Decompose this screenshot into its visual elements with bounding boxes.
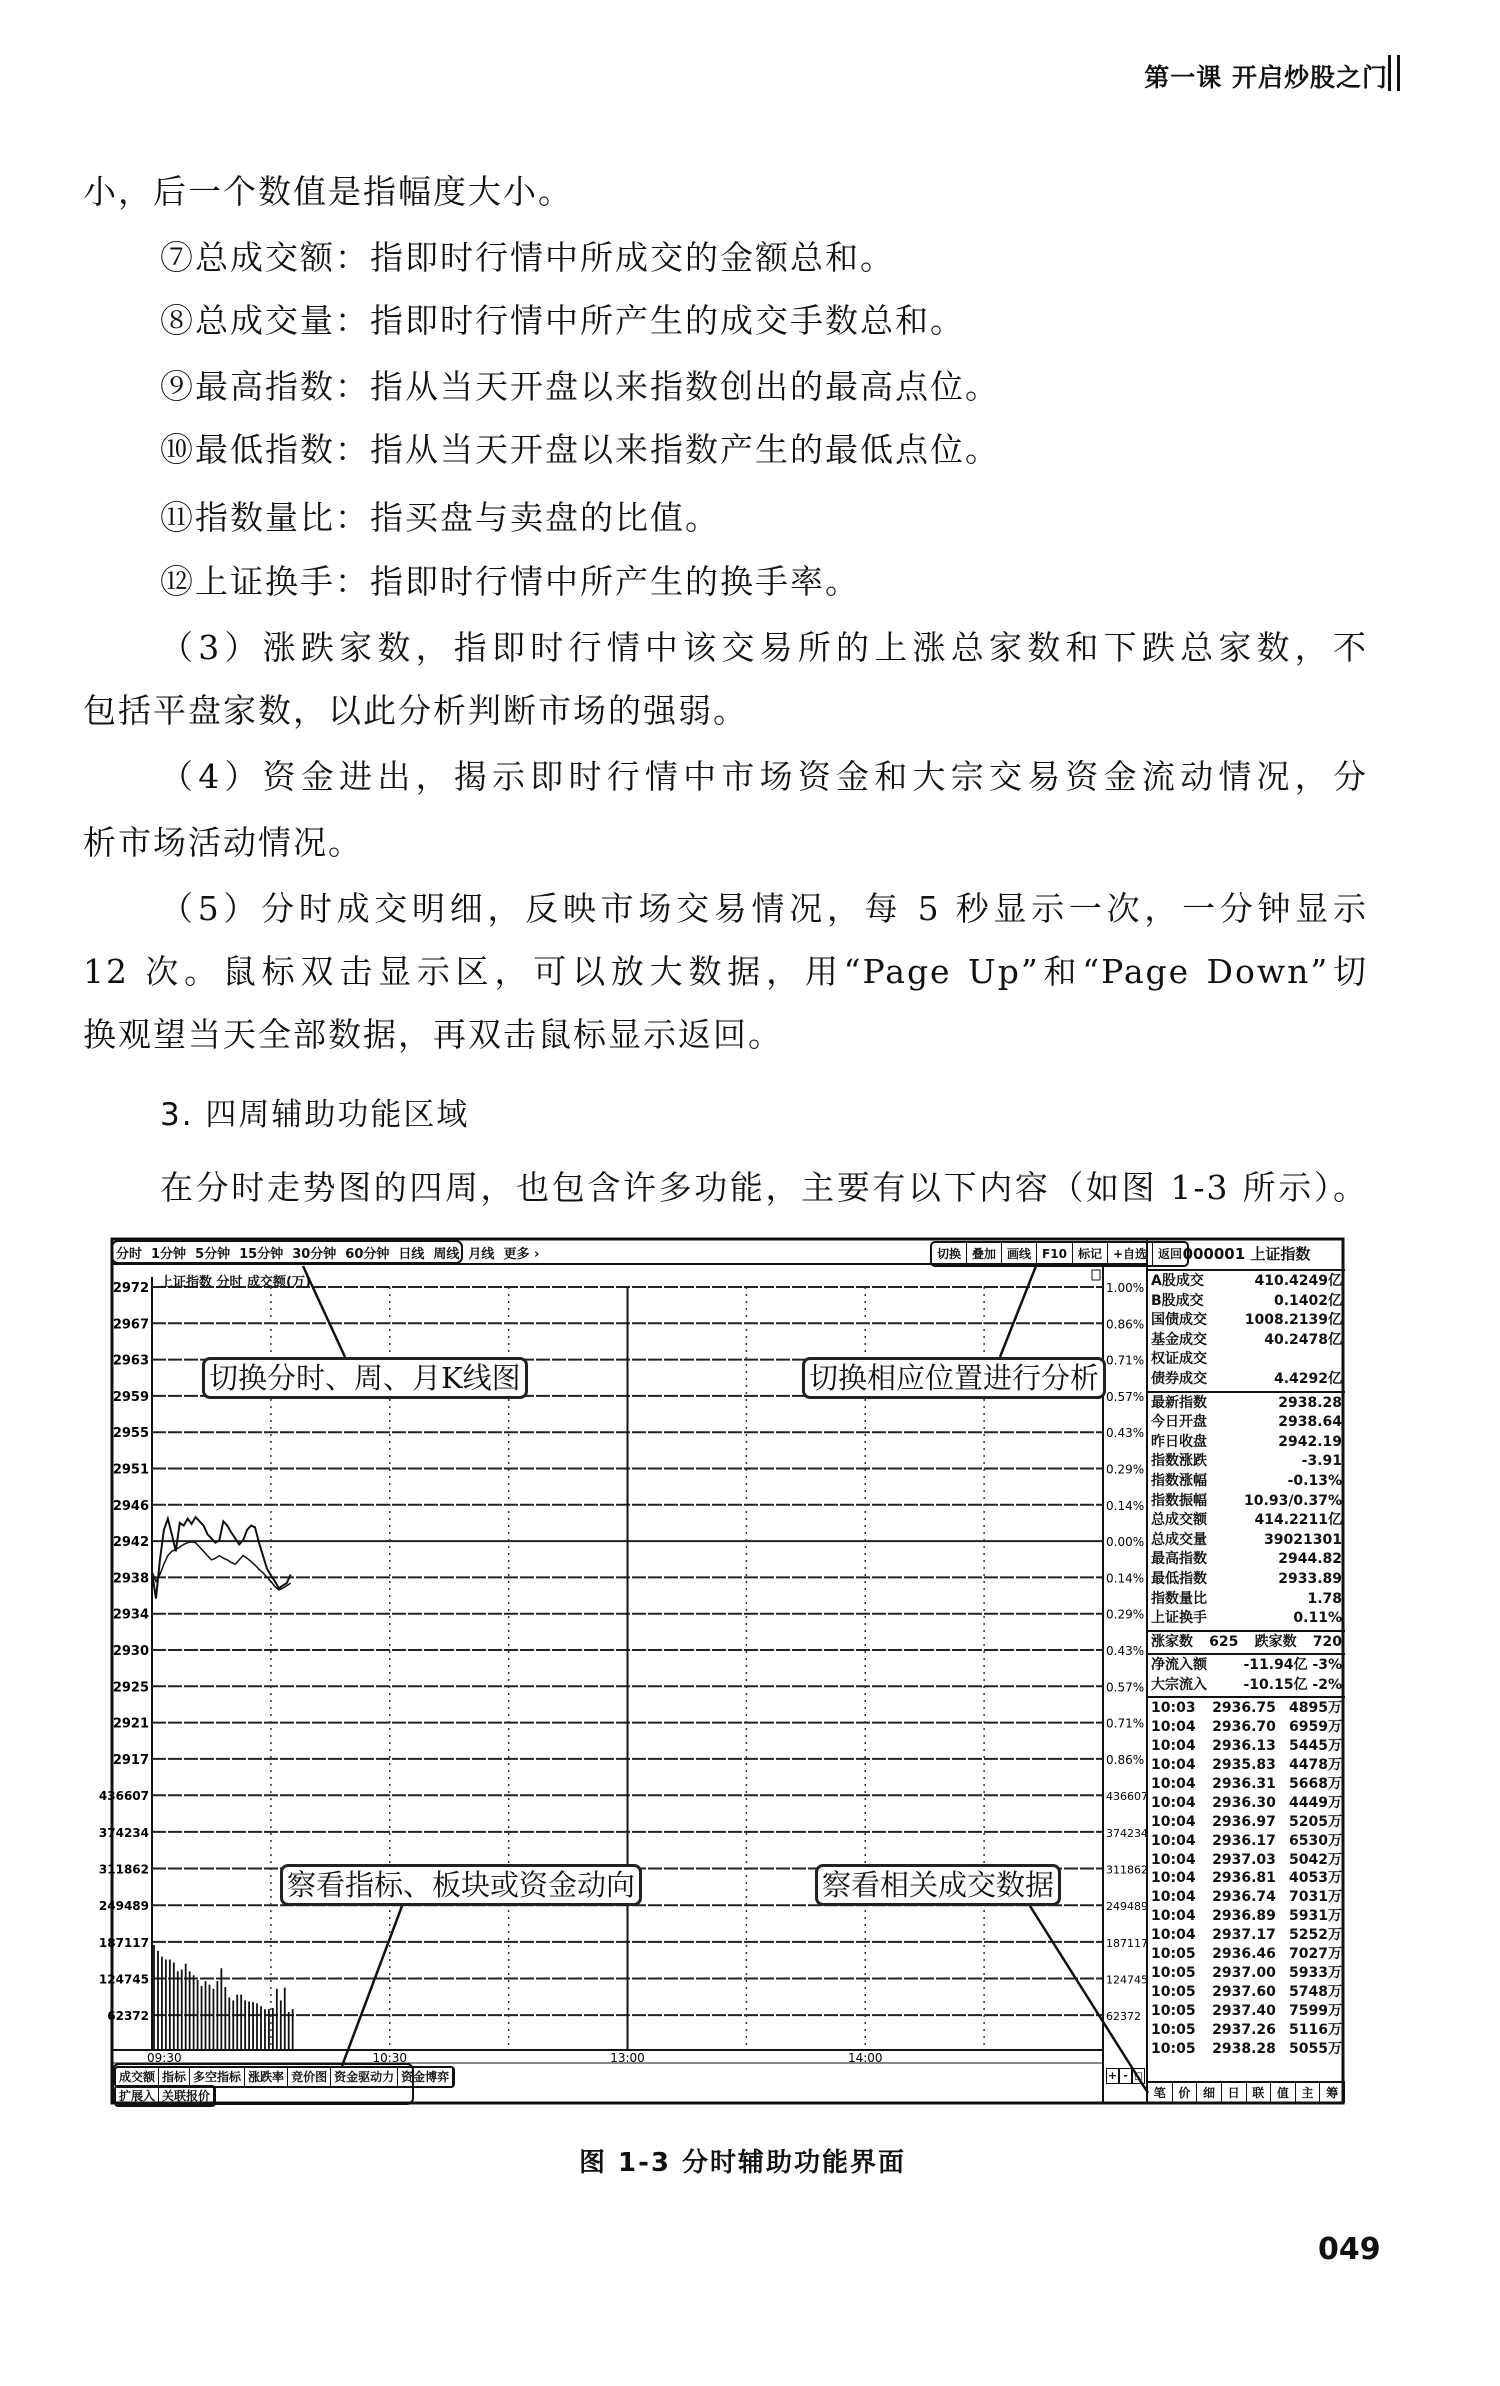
indicator-tab[interactable]: 资金驱动力 (331, 2068, 398, 2086)
tick-time: 10:04 (1151, 1870, 1196, 1887)
body-line: ⑨最高指数：指从当天开盘以来指数创出的最高点位。 (160, 367, 1000, 406)
figure-caption: 图 1-3 分时辅助功能界面 (578, 2148, 907, 2178)
tick-price: 2936.75 (1212, 1700, 1276, 1717)
turnover-row-value: 40.2478亿 (1264, 1331, 1342, 1348)
tick-row (1151, 2021, 1342, 2040)
indicator-tab[interactable]: 成交额 (116, 2068, 159, 2086)
turnover-row (1151, 1292, 1342, 1312)
panel-tab[interactable]: 日 (1222, 2083, 1247, 2103)
panel-tab[interactable]: 细 (1197, 2083, 1222, 2103)
body-line: 在分时走势图的四周，也包含许多功能，主要有以下内容（如图 1-3 所示）。 (160, 1168, 1368, 1207)
tick-row (1151, 2040, 1342, 2059)
index-row-value: 1.78 (1307, 1590, 1342, 1607)
price-tick-label: 2930 (112, 1644, 149, 1659)
index-row-value: 414.2211亿 (1254, 1512, 1342, 1529)
flow-row-value: -10.15亿 -2% (1243, 1676, 1342, 1693)
tick-row (1151, 1964, 1342, 1983)
tick-amount: 5445万 (1289, 1738, 1342, 1755)
panel-tab[interactable]: 联 (1247, 2083, 1272, 2103)
turnover-section (1148, 1271, 1345, 1393)
index-row-label: 最低指数 (1151, 1570, 1207, 1587)
tick-row (1151, 1794, 1342, 1813)
up-count: 625 (1209, 1633, 1239, 1650)
price-tick-label: 2946 (112, 1498, 149, 1514)
tick-time: 10:04 (1151, 1908, 1196, 1925)
tick-price: 2937.03 (1212, 1851, 1276, 1868)
indicator-tab[interactable]: 资金博弈 (398, 2068, 453, 2086)
tick-time: 10:05 (1151, 1964, 1196, 1981)
indicator-tabs-row2 (114, 2085, 216, 2107)
index-row-label: 最高指数 (1151, 1551, 1207, 1568)
panel-tab[interactable]: 值 (1271, 2083, 1296, 2103)
tick-time: 10:04 (1151, 1738, 1196, 1755)
tick-row (1151, 1907, 1342, 1926)
turnover-row (1151, 1311, 1342, 1331)
pct-tick-label: 0.43% (1106, 1426, 1145, 1441)
tick-price: 2936.89 (1212, 1908, 1276, 1925)
price-tick-label: 2972 (112, 1281, 149, 1296)
period-tab[interactable]: 60分钟 (345, 1247, 390, 1262)
tick-price: 2937.17 (1212, 1927, 1276, 1944)
volume-tick-label: 374234 (98, 1825, 149, 1840)
volume-tick-label: 62372 (107, 2009, 149, 2024)
time-label: 13:00 (610, 2051, 645, 2065)
index-row (1151, 1472, 1342, 1492)
tick-price: 2936.97 (1212, 1813, 1276, 1830)
tick-price: 2936.17 (1212, 1832, 1276, 1849)
index-row (1151, 1433, 1342, 1453)
pct-tick-label: 0.57% (1106, 1680, 1145, 1695)
callout-leader (1030, 1906, 1148, 2093)
price-tick-label: 2934 (112, 1607, 149, 1623)
index-row (1151, 1492, 1342, 1512)
tick-amount: 4895万 (1289, 1700, 1342, 1717)
index-row-label: 指数涨幅 (1151, 1472, 1207, 1489)
body-line: （4）资金进出，揭示即时行情中市场资金和大宗交易资金流动情况，分 (160, 757, 1368, 796)
flows-section (1148, 1655, 1345, 1698)
tick-row (1151, 1699, 1342, 1718)
panel-tabs (1148, 2081, 1345, 2103)
period-tab[interactable]: 更多 › (503, 1247, 540, 1262)
turnover-row (1151, 1370, 1342, 1390)
flow-row (1151, 1656, 1342, 1676)
tick-price: 2938.28 (1212, 2040, 1276, 2057)
callout-indicators: 察看指标、板块或资金动向 (280, 1864, 642, 1906)
pct-tick-label: 0.43% (1106, 1644, 1145, 1658)
toolbar-button[interactable]: 标记 (1073, 1243, 1108, 1265)
index-row-value: 39021301 (1264, 1531, 1342, 1548)
index-row-label: 总成交量 (1151, 1531, 1207, 1548)
tick-row (1151, 1888, 1342, 1907)
tick-time: 10:04 (1151, 1794, 1196, 1811)
index-row-value: 2938.28 (1278, 1394, 1342, 1411)
turnover-row-label: 基金成交 (1151, 1331, 1207, 1348)
tick-price: 2936.31 (1212, 1776, 1276, 1793)
toolbar-button[interactable]: 返回 (1158, 1247, 1183, 1261)
period-tab[interactable]: 日线 (398, 1247, 425, 1262)
tick-time: 10:04 (1151, 1719, 1196, 1736)
body-line: 12 次。鼠标双击显示区，可以放大数据，用“Page Up”和“Page Down”切 (83, 952, 1368, 991)
body-line: 析市场活动情况。 (83, 823, 363, 862)
index-row-value: 2944.82 (1278, 1551, 1342, 1568)
tick-list[interactable] (1148, 1698, 1345, 2059)
price-tick-label: 2955 (112, 1426, 149, 1442)
zoom-button[interactable]: + (1107, 2069, 1118, 2082)
index-row-value: -0.13% (1287, 1472, 1342, 1489)
panel-tab[interactable]: 笔 (1148, 2083, 1173, 2103)
tick-row (1151, 1983, 1342, 2002)
body-line: 换观望当天全部数据，再双击鼠标显示返回。 (83, 1015, 783, 1054)
volume-tick-label: 436607 (98, 1789, 149, 1804)
pct-tick-label: 1.00% (1106, 1281, 1145, 1295)
down-count-label: 跌家数 (1254, 1633, 1297, 1650)
tick-row (1151, 1945, 1342, 1964)
period-toolbar (116, 1243, 539, 1262)
index-row-label: 昨日收盘 (1151, 1433, 1207, 1450)
tick-time: 10:05 (1151, 2040, 1196, 2057)
body-line: （3）涨跌家数，指即时行情中该交易所的上涨总家数和下跌总家数，不 (160, 628, 1368, 667)
pct-tick-label: 0.71% (1106, 1353, 1145, 1368)
average-line (152, 1542, 291, 1590)
tick-row (1151, 2002, 1342, 2021)
volume-tick-label: 249489 (98, 1899, 149, 1914)
body-line: ⑧总成交量：指即时行情中所产生的成交手数总和。 (160, 301, 965, 340)
tick-time: 10:05 (1151, 2021, 1196, 2038)
body-line: ⑦总成交额：指即时行情中所成交的金额总和。 (160, 238, 895, 277)
volume-tick-label: 311862 (98, 1862, 149, 1877)
tick-amount: 5116万 (1289, 2021, 1342, 2038)
tick-amount: 7599万 (1289, 2002, 1342, 2019)
index-row-value: 2938.64 (1278, 1414, 1342, 1431)
body-line: ⑩最低指数：指从当天开盘以来指数产生的最低点位。 (160, 430, 1000, 469)
price-tick-label: 2917 (112, 1752, 149, 1768)
index-row (1151, 1413, 1342, 1433)
tick-price: 2936.13 (1212, 1738, 1276, 1755)
index-section (1148, 1393, 1345, 1632)
tick-row (1151, 1737, 1342, 1756)
period-tab[interactable]: 15分钟 (239, 1247, 284, 1262)
index-row-value: -3.91 (1301, 1453, 1342, 1470)
index-row-label: 总成交额 (1151, 1512, 1207, 1529)
turnover-row-label: 国债成交 (1151, 1312, 1207, 1329)
tick-price: 2936.74 (1212, 1889, 1276, 1906)
running-header: 第一课 开启炒股之门 (1144, 63, 1388, 92)
tick-amount: 4449万 (1289, 1794, 1342, 1811)
callout-leader (1000, 1266, 1036, 1357)
tick-amount: 5748万 (1289, 1983, 1342, 2000)
index-row-value: 0.11% (1293, 1610, 1342, 1627)
index-row-label: 指数涨跌 (1151, 1453, 1207, 1470)
tick-price: 2936.46 (1212, 1946, 1276, 1963)
pct-tick-label: 0.86% (1106, 1317, 1145, 1332)
tick-amount: 5205万 (1289, 1813, 1342, 1830)
tick-amount: 4478万 (1289, 1757, 1342, 1774)
tick-amount: 5931万 (1289, 1908, 1342, 1925)
period-tab[interactable]: 5分钟 (195, 1247, 231, 1262)
period-tab[interactable]: 月线 (468, 1247, 495, 1262)
indicator-tab[interactable]: 关联报价 (159, 2087, 214, 2105)
turnover-row (1151, 1331, 1342, 1351)
volume-right-label: 374234 (1106, 1826, 1148, 1840)
pct-tick-label: 0.14% (1106, 1498, 1145, 1513)
body-line: ⑫上证换手：指即时行情中所产生的换手率。 (160, 562, 860, 601)
tick-amount: 7031万 (1289, 1889, 1342, 1906)
tick-time: 10:04 (1151, 1832, 1196, 1849)
callout-periods: 切换分时、周、月K线图 (202, 1357, 528, 1399)
tick-amount: 4053万 (1289, 1870, 1342, 1887)
index-row-label: 上证换手 (1151, 1610, 1207, 1627)
pct-tick-label: 0.00% (1106, 1535, 1145, 1550)
body-line: （5）分时成交明细，反映市场交易情况，每 5 秒显示一次，一分钟显示 (160, 889, 1368, 928)
index-row-value: 2933.89 (1278, 1570, 1342, 1587)
tick-time: 10:04 (1151, 1851, 1196, 1868)
tick-row (1151, 1832, 1342, 1851)
panel-tab[interactable]: 价 (1173, 2083, 1198, 2103)
period-tab[interactable]: 周线 (433, 1247, 460, 1262)
volume-tick-label: 124745 (98, 1972, 149, 1987)
price-tick-label: 2942 (112, 1535, 149, 1551)
turnover-row-label: A股成交 (1151, 1273, 1204, 1289)
body-line: ⑪指数量比：指买盘与卖盘的比值。 (160, 498, 720, 537)
index-row (1151, 1511, 1342, 1531)
turnover-row (1151, 1350, 1342, 1370)
price-tick-label: 2963 (112, 1353, 149, 1369)
toolbar-button[interactable]: +自选 (1108, 1243, 1153, 1265)
turnover-row-value: 4.4292亿 (1273, 1370, 1342, 1387)
window-toggle-icon (1092, 1270, 1100, 1280)
flow-row-value: -11.94亿 -3% (1243, 1657, 1342, 1674)
body-line: 包括平盘家数，以此分析判断市场的强弱。 (83, 691, 748, 730)
turnover-row-value: 410.4249亿 (1254, 1273, 1342, 1289)
tick-time: 10:05 (1151, 1946, 1196, 1963)
price-tick-label: 2925 (112, 1680, 149, 1696)
turnover-row (1151, 1272, 1342, 1292)
tick-row (1151, 1869, 1342, 1888)
indicator-tab[interactable]: 指标 (159, 2068, 190, 2086)
index-row (1151, 1531, 1342, 1551)
toolbar-button[interactable]: F10 (1037, 1243, 1073, 1265)
panel-title: 000001 上证指数 (1148, 1239, 1345, 1271)
tick-time: 10:04 (1151, 1927, 1196, 1944)
tick-amount: 5668万 (1289, 1776, 1342, 1793)
callout-buttons: 切换相应位置进行分析 (802, 1357, 1106, 1399)
zoom-controls (1106, 2068, 1145, 2084)
price-tick-label: 2938 (112, 1571, 149, 1587)
index-row (1151, 1590, 1342, 1610)
volume-right-label: 62372 (1106, 2010, 1141, 2024)
turnover-row-value: 1008.2139亿 (1244, 1312, 1342, 1329)
period-tab[interactable]: 30分钟 (292, 1247, 337, 1262)
indicator-tab[interactable]: 涨跌率 (245, 2068, 288, 2086)
price-tick-label: 2967 (112, 1317, 149, 1333)
up-count-label: 涨家数 (1151, 1633, 1193, 1650)
tick-price: 2937.60 (1212, 1983, 1276, 2000)
quote-panel (1146, 1239, 1345, 2103)
index-row-value: 10.93/0.37% (1244, 1492, 1342, 1509)
tick-price: 2936.30 (1212, 1794, 1276, 1811)
tick-amount: 5933万 (1289, 1964, 1342, 1981)
tick-row (1151, 1756, 1342, 1775)
pct-tick-label: 0.29% (1106, 1607, 1145, 1622)
tick-amount: 5055万 (1289, 2040, 1342, 2057)
period-tab[interactable]: 1分钟 (151, 1247, 187, 1262)
body-line: 小，后一个数值是指幅度大小。 (83, 172, 573, 211)
tick-row (1151, 1926, 1342, 1945)
tick-row (1151, 1813, 1342, 1832)
turnover-row-label: 债券成交 (1151, 1370, 1207, 1387)
pct-tick-label: 0.71% (1106, 1716, 1145, 1731)
tick-price: 2935.83 (1212, 1757, 1276, 1774)
pct-tick-label: 0.14% (1106, 1571, 1145, 1586)
pct-tick-label: 0.86% (1106, 1752, 1145, 1767)
indicator-tab[interactable]: 扩展入 (116, 2087, 159, 2105)
time-label: 14:00 (847, 2051, 883, 2065)
tick-amount: 5042万 (1289, 1851, 1342, 1868)
section-heading: 3. 四周辅助功能区域 (160, 1097, 470, 1133)
tick-row (1151, 1851, 1342, 1870)
pct-tick-label: 0.57% (1106, 1389, 1145, 1404)
callout-leader (342, 1906, 402, 2066)
price-tick-label: 2951 (112, 1462, 149, 1478)
tick-price: 2937.00 (1212, 1964, 1276, 1981)
index-row-value: 2942.19 (1278, 1433, 1342, 1450)
volume-right-label: 311862 (1106, 1863, 1148, 1877)
index-row (1151, 1609, 1342, 1629)
indicator-tab[interactable]: 竞价图 (288, 2068, 331, 2086)
zoom-button[interactable]: ◻ (1133, 2069, 1144, 2082)
price-tick-label: 2921 (112, 1716, 149, 1732)
page-number: 049 (1318, 2232, 1381, 2267)
tick-time: 10:04 (1151, 1889, 1196, 1906)
tick-row (1151, 1718, 1342, 1737)
toolbar-button[interactable]: 画线 (1002, 1243, 1037, 1265)
flow-row (1151, 1676, 1342, 1696)
tick-price: 2936.81 (1212, 1870, 1276, 1887)
panel-tab[interactable]: 筹 (1320, 2083, 1345, 2103)
index-row-label: 今日开盘 (1151, 1414, 1207, 1431)
tick-price: 2936.70 (1212, 1719, 1276, 1736)
tick-time: 10:04 (1151, 1757, 1196, 1774)
panel-tab[interactable]: 主 (1296, 2083, 1321, 2103)
tick-time: 10:04 (1151, 1813, 1196, 1830)
tick-row (1151, 1775, 1342, 1794)
tick-amount: 6530万 (1289, 1832, 1342, 1849)
toolbar-button[interactable]: 叠加 (967, 1243, 1002, 1265)
volume-right-label: 124745 (1106, 1973, 1148, 1987)
turnover-row-label: B股成交 (1151, 1292, 1204, 1309)
index-row (1151, 1394, 1342, 1414)
tick-amount: 5252万 (1289, 1927, 1342, 1944)
flow-row-label: 净流入额 (1151, 1657, 1207, 1674)
tick-amount: 7027万 (1289, 1946, 1342, 1963)
tick-amount: 6959万 (1289, 1719, 1342, 1736)
callout-trades: 察看相关成交数据 (815, 1864, 1061, 1906)
tick-price: 2937.26 (1212, 2021, 1276, 2038)
index-row (1151, 1550, 1342, 1570)
tick-time: 10:04 (1151, 1776, 1196, 1793)
pct-tick-label: 0.29% (1106, 1462, 1145, 1477)
index-row (1151, 1452, 1342, 1472)
chart-header: 上证指数 分时 成交额(万) (160, 1275, 311, 1290)
flow-row-label: 大宗流入 (1151, 1676, 1207, 1693)
volume-tick-label: 187117 (98, 1935, 149, 1950)
tick-time: 10:03 (1151, 1700, 1196, 1717)
turnover-row-label: 权证成交 (1151, 1351, 1207, 1368)
index-row-label: 最新指数 (1151, 1394, 1207, 1411)
price-tick-label: 2959 (112, 1389, 149, 1405)
turnover-row-value: 0.1402亿 (1273, 1292, 1342, 1309)
tick-time: 10:05 (1151, 1983, 1196, 2000)
time-label: 10:30 (372, 2051, 408, 2065)
zoom-button[interactable]: - (1119, 2068, 1132, 2084)
tick-time: 10:05 (1151, 2002, 1196, 2019)
time-label: 09:30 (147, 2051, 182, 2065)
indicator-tab[interactable]: 多空指标 (190, 2068, 245, 2086)
volume-right-label: 187117 (1106, 1936, 1148, 1950)
breadth-section (1148, 1632, 1345, 1656)
index-row (1151, 1570, 1342, 1590)
toolbar-button[interactable]: 切换 (932, 1243, 967, 1265)
index-row-label: 指数量比 (1151, 1590, 1207, 1607)
down-count: 720 (1312, 1633, 1342, 1650)
period-tab[interactable]: 分时 (116, 1247, 143, 1262)
tick-price: 2937.40 (1212, 2002, 1276, 2019)
volume-right-label: 436607 (1106, 1790, 1148, 1804)
volume-right-label: 249489 (1106, 1900, 1148, 1914)
index-row-label: 指数振幅 (1151, 1492, 1207, 1509)
